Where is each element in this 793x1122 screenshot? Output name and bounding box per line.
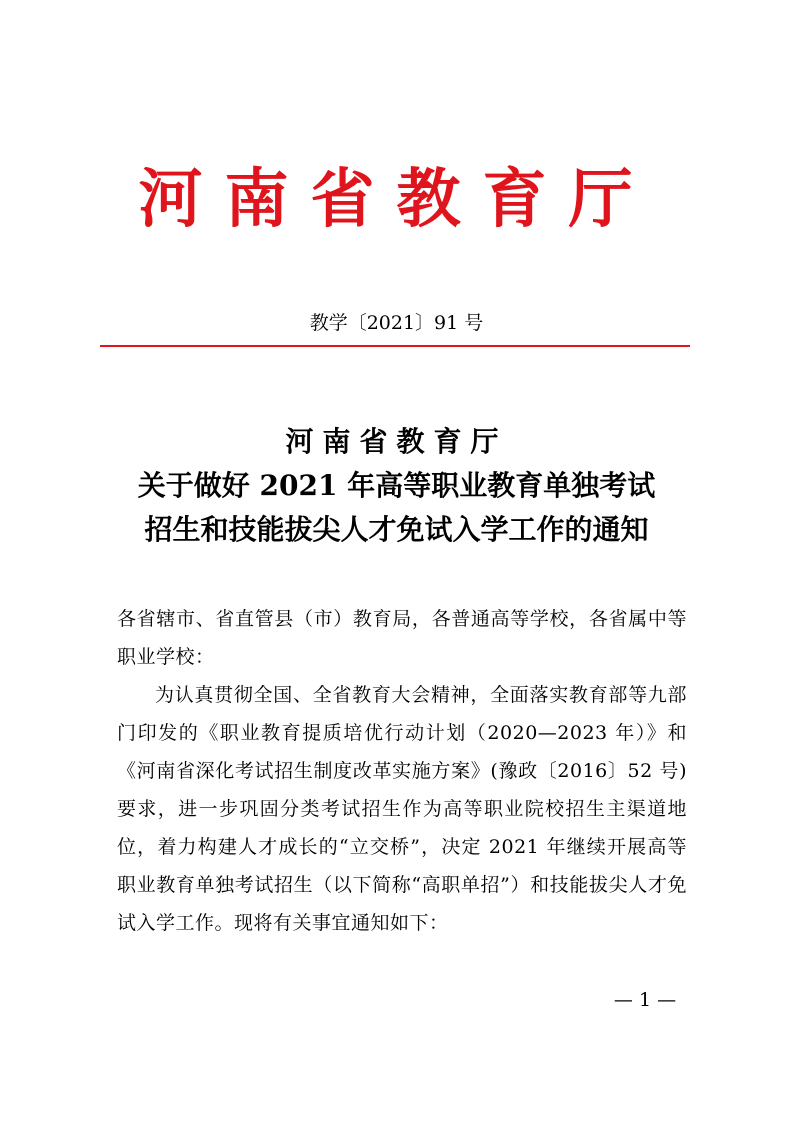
document-number: 教学〔2021〕91 号 [309,312,484,334]
salutation: 各省辖市、省直管县（市）教育局，各普通高等学校，各省属中等职业学校： [117,608,687,668]
body-paragraph-1: 为认真贯彻全国、全省教育大会精神，全面落实教育部等九部门印发的《职业教育提质培优行动计划（2020—2023 年）》和《河南省深化考试招生制度改革实施方案》(豫政〔2016〕52 号)要求，进一步巩固分类考试招生作为高等职业院校招生主渠道地位，着力构建人才成长的“立交桥”，决定 2021 年继续开展高等职业教育单独考试招生（以下简称“高职单招”）和技能拔尖人才免试入学工作。现将有关事宜通知如下： [117,684,687,934]
document-body [117,600,687,942]
title-line-2: 关于做好 2021 年高等职业教育单独考试 [137,469,656,502]
page-number: — 1 — [613,989,677,1011]
document-title [100,420,693,552]
title-line-1: 河南省教育厅 [285,425,508,458]
title-line-3: 招生和技能拔尖人才免试入学工作的通知 [144,513,649,546]
issuing-authority-header: 河南省教育厅 [138,162,655,237]
red-divider-line [100,345,690,347]
